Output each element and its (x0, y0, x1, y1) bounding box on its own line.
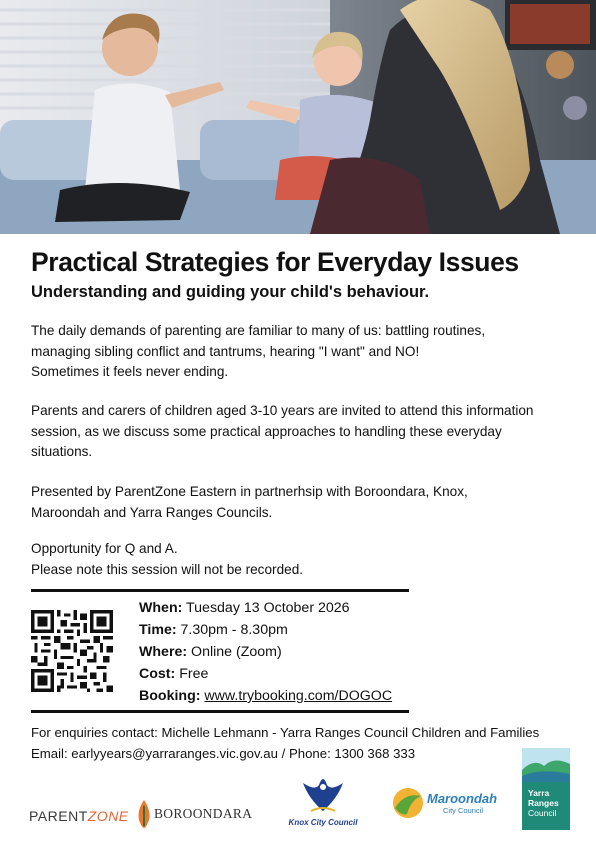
where-label: Where: (139, 644, 188, 660)
booking-label: Booking: (139, 688, 201, 704)
maroondah-logo (391, 786, 497, 820)
when-value: Tuesday 13 October 2026 (186, 600, 350, 616)
invite-line: situations. (31, 444, 93, 459)
detail-when (139, 597, 392, 619)
divider-bottom (31, 710, 409, 713)
contact-line: Email: earlyyears@yarraranges.vic.gov.au / Phone: 1300 368 333 (31, 746, 416, 761)
knox-logo-text: Knox City Council (288, 818, 358, 827)
where-value: Online (Zoom) (191, 644, 282, 660)
page-title: Practical Strategies for Everyday Issues (31, 247, 519, 277)
maroondah-logo-subtext: City Council (443, 805, 484, 815)
time-label: Time: (139, 622, 177, 638)
yarra-ranges-text (522, 782, 570, 818)
boroondara-logo-text: BOROONDARA (154, 806, 253, 821)
contact-block (31, 722, 539, 764)
invite-paragraph (31, 401, 534, 463)
family-scene-illustration (0, 0, 596, 234)
parentzone-logo-text: ZONE (87, 808, 129, 824)
yarra-ranges-mountain-icon (522, 748, 570, 782)
time-value: 7.30pm - 8.30pm (180, 622, 288, 638)
divider-top (31, 589, 409, 592)
yarra-ranges-logo (522, 748, 570, 830)
notes-line: Please note this session will not be recorded. (31, 561, 304, 577)
parentzone-logo-text: PARENT (29, 808, 88, 824)
detail-booking (139, 685, 392, 707)
maroondah-text-block (427, 792, 497, 815)
notes-paragraph (31, 539, 303, 580)
booking-link[interactable]: www.trybooking.com/DOGOC (204, 688, 393, 704)
parentzone-logo (29, 808, 129, 824)
knox-logo (287, 777, 359, 827)
intro-line: The daily demands of parenting are familiar to many of us: battling routines, (31, 323, 486, 338)
contact-line: For enquiries contact: Michelle Lehmann - Yarra Ranges Council Children and Families (31, 725, 540, 740)
intro-line: Sometimes it feels never ending. (31, 364, 229, 379)
intro-paragraph (31, 321, 485, 383)
presented-line: Maroondah and Yarra Ranges Councils. (31, 504, 273, 520)
event-details (139, 597, 392, 707)
presented-paragraph (31, 482, 468, 523)
knox-eagle-icon (301, 777, 345, 813)
yarra-logo-line: Ranges (528, 798, 559, 808)
when-label: When: (139, 600, 183, 616)
hero-photo (0, 0, 596, 234)
page-subtitle: Understanding and guiding your child's behaviour. (31, 283, 430, 301)
qr-code-icon[interactable] (31, 610, 113, 692)
detail-cost (139, 663, 392, 685)
detail-where (139, 641, 392, 663)
invite-line: Parents and carers of children aged 3-10 years are invited to attend this information (31, 403, 534, 418)
invite-line: session, as we discuss some practical approaches to handling these everyday (31, 423, 502, 439)
boroondara-logo (137, 800, 252, 828)
cost-value: Free (179, 666, 209, 682)
notes-line: Opportunity for Q and A. (31, 541, 178, 556)
intro-line: managing sibling conflict and tantrums, hearing "I want" and NO! (31, 343, 420, 359)
detail-time (139, 619, 392, 641)
yarra-logo-line: Council (528, 808, 557, 818)
yarra-logo-line: Yarra (528, 788, 550, 798)
presented-line: Presented by ParentZone Eastern in partnerhsip with Boroondara, Knox, (31, 484, 468, 499)
maroondah-swirl-icon (391, 786, 425, 820)
maroondah-logo-text: Maroondah (427, 790, 498, 806)
boroondara-leaf-icon (137, 800, 151, 828)
cost-label: Cost: (139, 666, 176, 682)
